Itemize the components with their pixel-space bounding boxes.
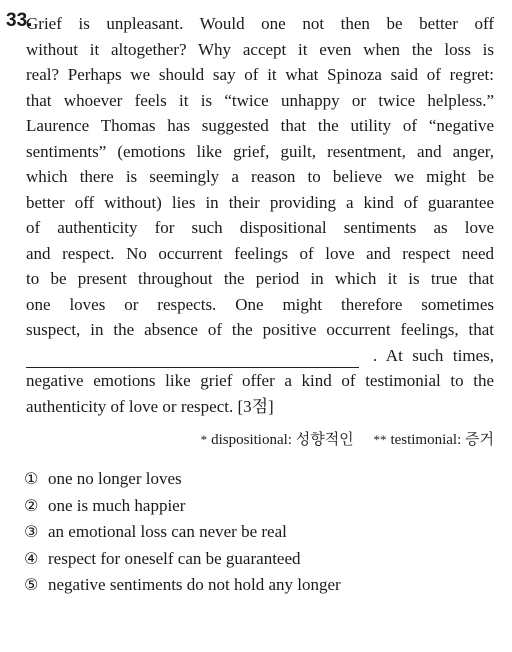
answer-blank — [26, 349, 359, 368]
passage-line: which there is seemingly a reason to believe we might be — [26, 167, 494, 186]
passage-line: authenticity of love or respect. [3점] — [26, 396, 274, 416]
passage-line: suspect, in the absence of the positive occurrent feelings, that — [26, 320, 494, 339]
passage — [26, 11, 494, 419]
option-number: ① — [24, 469, 39, 488]
passage-line: of authenticity for such dispositional sentiments as love — [26, 218, 494, 237]
passage-line: that whoever feels it is “twice unhappy or twice helpless.” — [26, 90, 494, 110]
option-2[interactable] — [24, 493, 494, 520]
passage-line: to be present throughout the period in which it is true that — [26, 269, 494, 288]
footnote-marker: ** — [373, 432, 387, 447]
option-text: negative sentiments do not hold any longer — [48, 575, 341, 594]
option-number: ⑤ — [24, 575, 39, 594]
footnote-marker: * — [200, 432, 208, 447]
option-number: ③ — [24, 522, 39, 541]
question-number: 33. — [6, 10, 33, 31]
passage-line: sentiments” (emotions like grief, guilt, resentment, and anger, — [26, 141, 494, 161]
passage-line: one loves or respects. One might therefore sometimes — [26, 294, 494, 314]
option-number: ④ — [24, 548, 39, 568]
option-text: one no longer loves — [48, 469, 182, 488]
passage-line: Laurence Thomas has suggested that the utility of “negative — [26, 116, 494, 135]
option-text: one is much happier — [48, 495, 186, 515]
footnotes — [0, 428, 494, 449]
footnote-testimonial: testimonial: 증거 — [390, 432, 494, 448]
blank-tail-text: . At such times, — [373, 345, 494, 365]
passage-line: negative emotions like grief offer a kind of testimonial to the — [26, 371, 494, 390]
footnote-dispositional: dispositional: 성향적인 — [211, 432, 354, 448]
option-number: ② — [24, 495, 39, 515]
option-4[interactable] — [24, 546, 494, 573]
passage-line: Grief is unpleasant. Would one not then be better off — [26, 14, 494, 33]
passage-line: without it altogether? Why accept it even when the loss is — [26, 39, 494, 59]
blank-line — [26, 343, 494, 369]
option-text: an emotional loss can never be real — [48, 522, 287, 541]
option-1[interactable] — [24, 466, 494, 493]
passage-line: real? Perhaps we should say of it what Spinoza said of regret: — [26, 65, 494, 84]
option-3[interactable] — [24, 519, 494, 546]
passage-line: better off without) lies in their providing a kind of guarantee — [26, 192, 494, 212]
passage-line: and respect. No occurrent feelings of love and respect need — [26, 243, 494, 263]
option-5[interactable] — [24, 572, 494, 599]
option-text: respect for oneself can be guaranteed — [48, 548, 301, 568]
answer-options — [24, 466, 494, 599]
